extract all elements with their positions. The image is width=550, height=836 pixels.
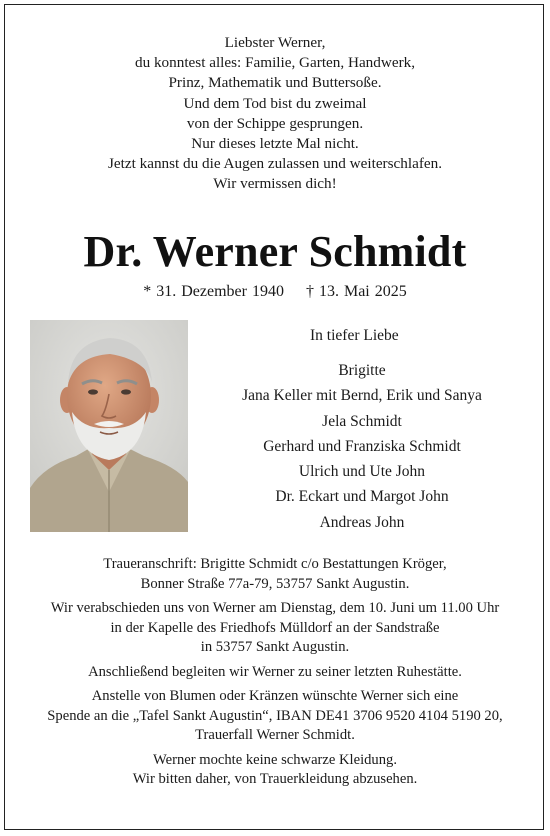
poem-line: Nur dieses letzte Mal nicht.: [191, 135, 359, 153]
mourner-name: Ulrich und Ute John: [298, 463, 426, 481]
notice-line: Wir verabschieden uns von Werner am Dienstag, dem 10. Juni um 11.00 Uhr: [50, 600, 500, 616]
mourner-name: Brigitte: [338, 362, 386, 379]
notice-line: Trauerfall Werner Schmidt.: [195, 727, 355, 743]
poem-line: von der Schippe gesprungen.: [186, 114, 364, 132]
portrait-photo: [30, 320, 188, 532]
mourner-name: Dr. Eckart und Margot John: [275, 488, 449, 506]
notice-line: in 53757 Sankt Augustin.: [200, 639, 350, 655]
funeral-notice: [0, 555, 550, 790]
mourner-name: Jana Keller mit Bernd, Erik und Sanya: [242, 387, 482, 405]
notice-line: Anschließend begleiten wir Werner zu seiner letzten Ruhestätte.: [88, 663, 462, 680]
life-dates: [0, 281, 550, 303]
poem-line: du konntest alles: Familie, Garten, Handwerk,: [134, 54, 416, 72]
poem: [0, 33, 550, 195]
notice-line: Werner mochte keine schwarze Kleidung.: [153, 751, 397, 768]
notice-line: in der Kapelle des Friedhofs Mülldorf an der Sandstraße: [110, 619, 440, 636]
poem-line: Liebster Werner,: [224, 34, 326, 51]
poem-line: Wir vermissen dich!: [213, 175, 337, 193]
mourners-list: [212, 358, 512, 535]
mourner-name: Gerhard und Franziska Schmidt: [263, 437, 461, 455]
notice-line: Anstelle von Blumen oder Kränzen wünschte Werner sich eine: [91, 688, 459, 704]
deceased-name: Dr. Werner Schmidt: [83, 227, 467, 276]
notice-line: Bonner Straße 77a-79, 53757 Sankt Augustin.: [140, 575, 410, 592]
poem-line: Jetzt kannst du die Augen zulassen und weiterschlafen.: [107, 155, 443, 173]
death-date: † 13. Mai 2025: [305, 283, 407, 300]
poem-line: Prinz, Mathematik und Buttersoße.: [168, 74, 382, 92]
mourner-name: Andreas John: [319, 513, 405, 531]
notice-line: Wir bitten daher, von Trauerkleidung abzusehen.: [132, 771, 418, 787]
mourner-name: Jela Schmidt: [322, 412, 402, 430]
notice-line: Spende an die „Tafel Sankt Augustin“, IBAN DE41 3706 9520 4104 5190 20,: [47, 707, 503, 724]
notice-line: Traueranschrift: Brigitte Schmidt c/o Bestattungen Kröger,: [103, 556, 447, 572]
poem-line: Und dem Tod bist du zweimal: [183, 94, 367, 112]
birth-date: * 31. Dezember 1940: [143, 283, 284, 300]
mourners-lead: In tiefer Liebe: [310, 327, 399, 344]
